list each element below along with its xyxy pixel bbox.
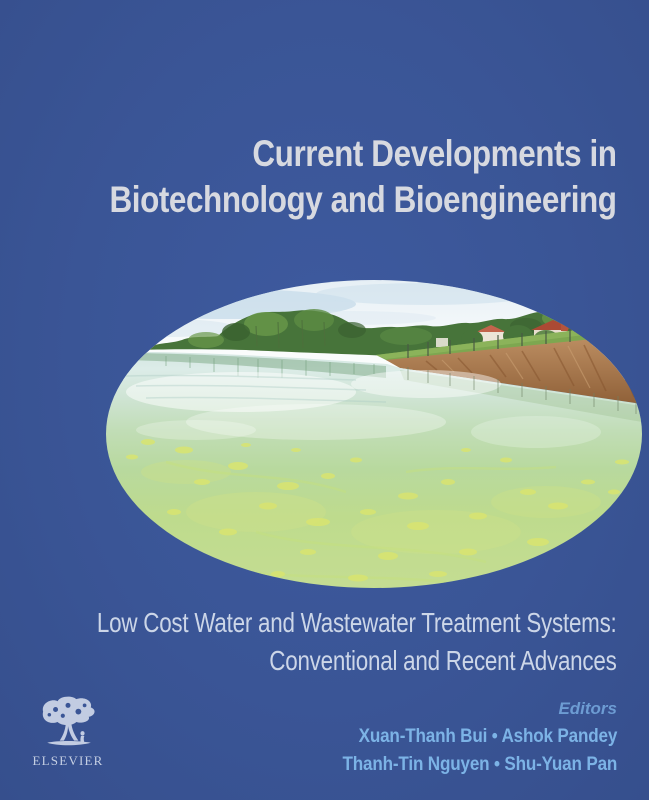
- editor-names-line-1: Xuan-Thanh Bui • Ashok Pandey: [358, 726, 617, 747]
- title-line-2: Biotechnology and Bioengineering: [109, 179, 617, 220]
- editor-names-line-2: Thanh-Tin Nguyen • Shu-Yuan Pan: [342, 754, 617, 775]
- pond-photo: [106, 280, 642, 588]
- elsevier-tree-icon: [36, 695, 100, 751]
- book-title: [110, 131, 617, 223]
- editors-label: Editors: [558, 699, 617, 718]
- publisher-block: [30, 695, 106, 769]
- editors-block: [312, 698, 617, 779]
- title-line-1: Current Developments in: [252, 133, 617, 174]
- subtitle-line-2: Conventional and Recent Advances: [269, 645, 617, 676]
- pond-photo-art: [106, 280, 642, 588]
- subtitle-line-1: Low Cost Water and Wastewater Treatment Systems:: [97, 607, 617, 638]
- publisher-name: ELSEVIER: [32, 753, 104, 768]
- book-subtitle: [97, 604, 617, 680]
